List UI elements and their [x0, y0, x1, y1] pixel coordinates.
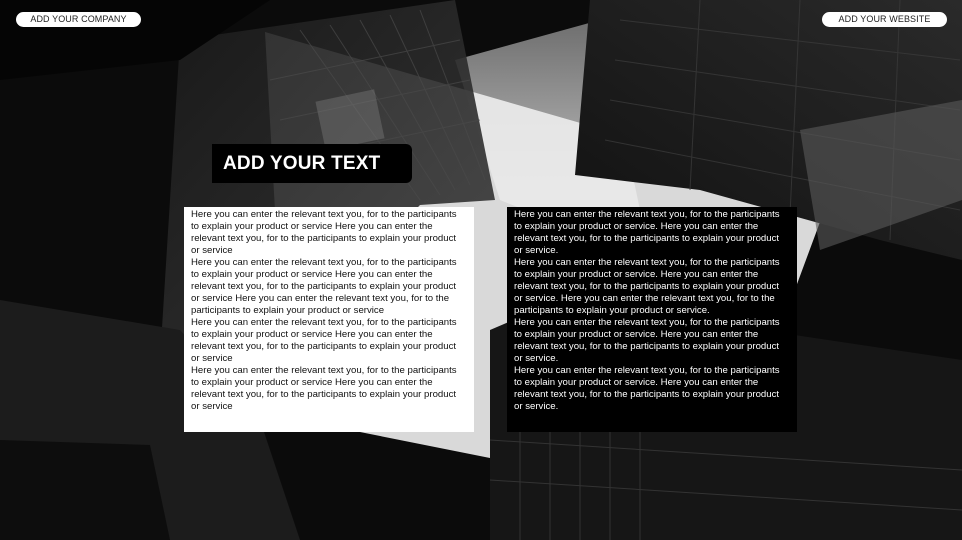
company-label: ADD YOUR COMPANY [16, 12, 141, 27]
right-paragraph: Here you can enter the relevant text you, for to the participants to explain your product or service. Here you can enter the relevant text you, for to the participants to explain your product or service. Here you can enter the relevant text you, for to the participants to explain your product or service. [514, 257, 780, 316]
right-paragraph: Here you can enter the relevant text you, for to the participants to explain your product or service. Here you can enter the relevant text you, for to the participants to explain your product or service. [514, 209, 780, 256]
left-paragraph: Here you can enter the relevant text you, for to the participants to explain your product or service Here you can enter the relevant text you, for to the participants to explain your product or service [191, 209, 457, 256]
section-title: ADD YOUR TEXT [212, 144, 412, 183]
left-paragraph: Here you can enter the relevant text you, for to the participants to explain your product or service Here you can enter the relevant text you, for to the participants to explain your product or service [191, 317, 457, 364]
right-paragraph: Here you can enter the relevant text you, for to the participants to explain your product or service. Here you can enter the relevant text you, for to the participants to explain your product or service. [514, 317, 780, 364]
left-paragraph: Here you can enter the relevant text you, for to the participants to explain your product or service Here you can enter the relevant text you, for to the participants to explain your product or service [191, 365, 457, 412]
right-paragraph: Here you can enter the relevant text you, for to the participants to explain your product or service. Here you can enter the relevant text you, for to the participants to explain your product or service. [514, 365, 780, 412]
website-label: ADD YOUR WEBSITE [822, 12, 947, 27]
right-text-box [507, 207, 797, 432]
left-paragraph: Here you can enter the relevant text you, for to the participants to explain your product or service Here you can enter the relevant text you, for to the participants to explain your product or service Here you can enter the relevant text you, for to the participants to explain your product or service [191, 257, 457, 316]
left-text-box [184, 207, 474, 432]
